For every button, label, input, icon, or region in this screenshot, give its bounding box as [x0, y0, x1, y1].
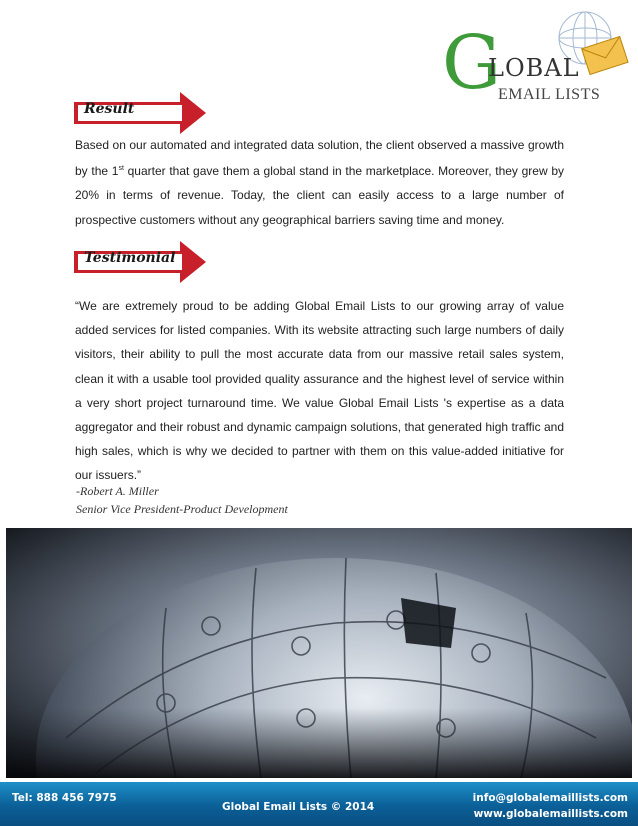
testimonial-heading-tag	[72, 241, 207, 283]
footer-email-link[interactable]: info@globalemaillists.com	[472, 792, 628, 804]
result-text-part2: quarter that gave them a global stand in the marketplace. Moreover, they grew by 20% in terms of revenue. Today, the client can easily access to a large number of prospective customers without any geographical barriers saving time and money.	[75, 164, 565, 227]
puzzle-globe-image	[6, 528, 632, 778]
footer-bar	[0, 782, 638, 826]
svg-text:G: G	[442, 20, 502, 103]
result-paragraph	[75, 133, 564, 232]
logo-text-email-lists: EMAIL LISTS	[498, 86, 601, 103]
footer-phone[interactable]: Tel: 888 456 7975	[12, 792, 117, 804]
result-heading: Result	[84, 101, 135, 117]
company-logo	[440, 8, 630, 103]
result-heading-tag	[72, 92, 207, 134]
result-superscript: st	[118, 165, 124, 173]
testimonial-author-title: Senior Vice President-Product Development	[76, 502, 288, 516]
result-text-part1: Based on our automated and integrated data solution, the client observed a massive growth by the 1	[75, 138, 564, 179]
footer-copyright: Global Email Lists © 2014	[222, 801, 375, 813]
puzzle-globe-icon	[6, 528, 632, 778]
testimonial-author: -Robert A. Miller	[76, 484, 159, 498]
footer-website-link[interactable]: www.globalemaillists.com	[473, 808, 628, 820]
testimonial-heading: Testimonial	[84, 250, 176, 266]
logo-text-global: LOBAL	[488, 54, 580, 82]
testimonial-quote: “We are extremely proud to be adding Global Email Lists to our growing array of value added services for listed companies. With its website attracting such large numbers of daily visitors, their ability to pull the most accurate data from our massive retail sales system, clean it with a usable tool provided quality assurance and the highest level of service within a very short project turnaround time. We value Global Email Lists 's expertise as a data aggregator and their robust and dynamic campaign solutions, that generated high traffic and high sales, which is why we decided to partner with them on this value-added initiative for our issuers.”	[75, 299, 564, 483]
